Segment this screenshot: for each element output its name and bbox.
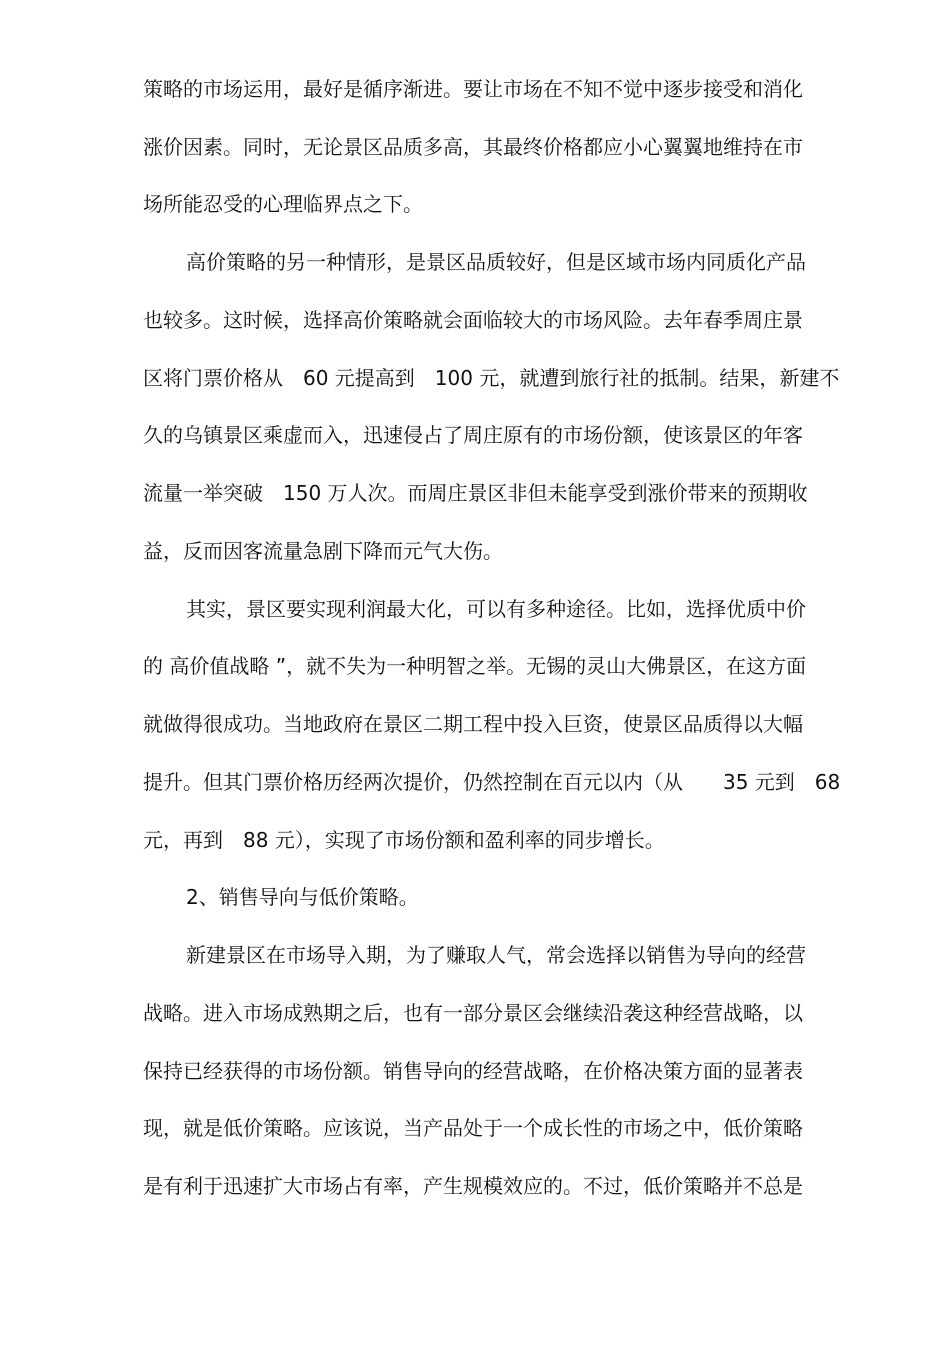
text-line: 益，反而因客流量急剧下降而元气大伤。	[143, 539, 503, 563]
text-line: 现，就是低价策略。应该说，当产品处于一个成长性的市场之中，低价策略	[143, 1116, 803, 1140]
text-line: 也较多。这时候，选择高价策略就会面临较大的市场风险。去年春季周庄景	[143, 308, 803, 332]
text-line: 区将门票价格从 60 元提高到 100 元，就遭到旅行社的抵制。结果，新建不	[143, 366, 840, 390]
text-line: 涨价因素。同时，无论景区品质多高，其最终价格都应小心翼翼地维持在市	[143, 135, 803, 159]
text-line: 场所能忍受的心理临界点之下。	[143, 192, 423, 216]
section-heading: 2、销售导向与低价策略。	[186, 885, 419, 909]
text-line: 新建景区在市场导入期，为了赚取人气，常会选择以销售为导向的经营	[186, 943, 806, 967]
text-line: 其实，景区要实现利润最大化，可以有多种途径。比如，选择优质中价	[186, 597, 806, 621]
text-line: 就做得很成功。当地政府在景区二期工程中投入巨资，使景区品质得以大幅	[143, 712, 803, 736]
text-line: 战略。进入市场成熟期之后，也有一部分景区会继续沿袭这种经营战略，以	[143, 1001, 803, 1025]
text-line: 策略的市场运用，最好是循序渐进。要让市场在不知不觉中逐步接受和消化	[143, 77, 803, 101]
text-line: 是有利于迅速扩大市场占有率，产生规模效应的。不过，低价策略并不总是	[143, 1174, 803, 1198]
text-line: 提升。但其门票价格历经两次提价，仍然控制在百元以内（从 35 元到 68	[143, 770, 841, 794]
text-line: 高价策略的另一种情形，是景区品质较好，但是区域市场内同质化产品	[186, 250, 806, 274]
text-line: 元，再到 88 元），实现了市场份额和盈利率的同步增长。	[143, 828, 665, 852]
text-line: 的 高价值战略 ”，就不失为一种明智之举。无锡的灵山大佛景区，在这方面	[143, 654, 807, 678]
text-line: 久的乌镇景区乘虚而入，迅速侵占了周庄原有的市场份额，使该景区的年客	[143, 423, 803, 447]
text-line: 流量一举突破 150 万人次。而周庄景区非但未能享受到涨价带来的预期收	[143, 481, 808, 505]
text-line: 保持已经获得的市场份额。销售导向的经营战略，在价格决策方面的显著表	[143, 1059, 803, 1083]
